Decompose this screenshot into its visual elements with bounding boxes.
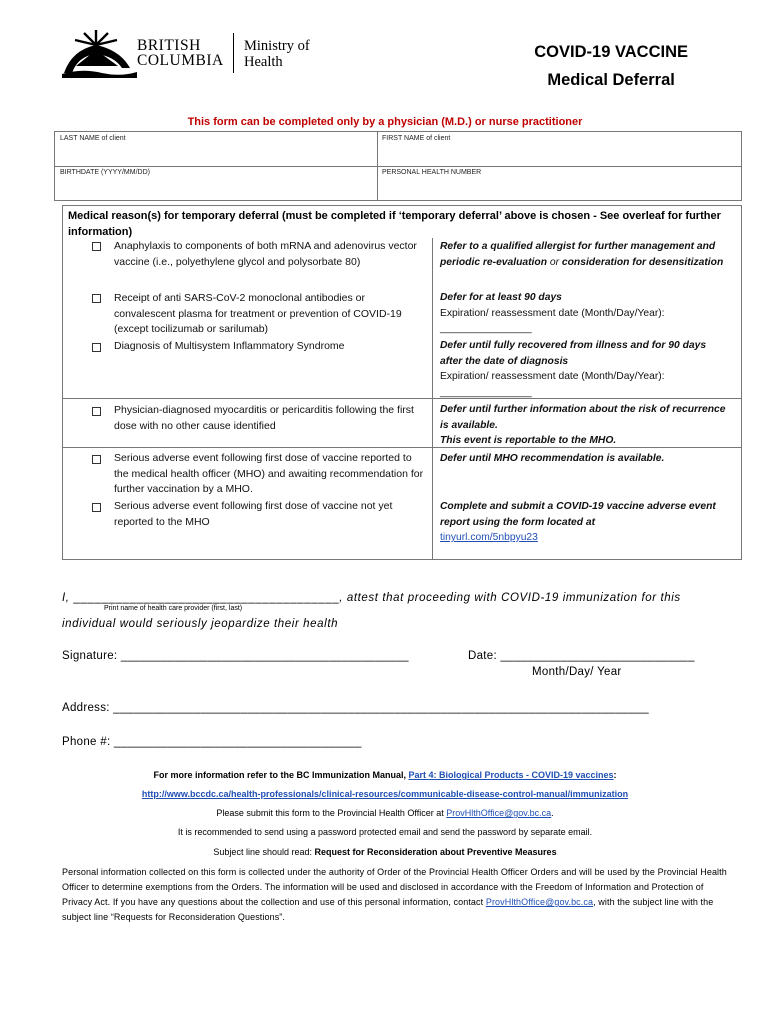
date-format-hint: Month/Day/ Year (532, 666, 622, 678)
checkbox-sae-not-reported[interactable] (92, 503, 101, 512)
date-field[interactable]: Date: _____________________________ (468, 650, 695, 662)
client-info-table (54, 131, 742, 201)
attest-prefix: I, (62, 592, 74, 604)
document-title (534, 38, 688, 94)
privacy-text: Personal information collected on this form is collected under the authority of Order of the Provincial Health Officer Orders and will be used by the Provincial Health Officer to determine exemptions from the Orders. The information will be used and disclosed in accordance with the Freedom of Information and Protection of Privacy Act. If you have any questions about the collection and use of this personal information, contact (62, 867, 727, 907)
reason-myocarditis: Physician-diagnosed myocarditis or pericarditis following the first dose with no other cause identified (114, 404, 414, 432)
expiration-date-field[interactable]: ________________ (440, 323, 532, 334)
submit-note (0, 808, 770, 818)
action-monoclonal (440, 290, 730, 337)
attestation-line2: individual would seriously jeopardize their health (62, 618, 339, 630)
checkbox-monoclonal[interactable] (92, 294, 101, 303)
checkbox-mis[interactable] (92, 343, 101, 352)
attestation-line (62, 590, 681, 606)
privacy-notice (62, 865, 727, 925)
bc-sun-mountain-icon (62, 28, 137, 78)
ministry-line2: Health (244, 54, 283, 70)
submit-prefix: Please submit this form to the Provincial Health Officer at (216, 808, 447, 818)
subject-line: Request for Reconsideration about Preventive Measures (314, 847, 557, 857)
checkbox-myocarditis[interactable] (92, 407, 101, 416)
bc-line-british: BRITISH (137, 37, 201, 54)
action-text: Expiration/ reassessment date (Month/Day/Year): (440, 371, 665, 382)
adverse-event-form-link[interactable]: tinyurl.com/5nbpyu23 (440, 532, 538, 543)
last-name-field[interactable]: LAST NAME of client (60, 135, 126, 142)
privacy-email-link[interactable]: ProvHlthOffice@gov.bc.ca (485, 897, 594, 907)
reasons-heading: Medical reason(s) for temporary deferral (must be completed if ‘temporary deferral’ above is chosen - See overleaf for further information) (68, 210, 721, 238)
password-note: It is recommended to send using a password protected email and send the password by separate email. (177, 827, 593, 837)
submit-suffix: . (551, 808, 554, 818)
logo-divider (233, 33, 234, 73)
reason-mis: Diagnosis of Multisystem Inflammatory Syndrome (114, 340, 345, 352)
address-field[interactable]: Address: ________________________________________________________________________________ (62, 702, 649, 714)
immunization-manual-link[interactable]: Part 4: Biological Products - COVID-19 vaccines (408, 770, 614, 780)
phone-field[interactable]: Phone #: _____________________________________ (62, 736, 362, 748)
action-text: consideration for desensitization (561, 256, 724, 268)
ministry-line1: Ministry of (244, 38, 310, 54)
info-suffix: : (613, 770, 617, 780)
reason-sae-not-reported: Serious adverse event following first dose of vaccine not yet reported to the MHO (114, 500, 393, 528)
info-note (0, 770, 770, 780)
action-text: This event is reportable to the MHO. (440, 435, 617, 446)
attest-suffix: , attest that proceeding with COVID-19 immunization for this (339, 592, 681, 604)
reason-anaphylaxis: Anaphylaxis to components of both mRNA and adenovirus vector vaccine (i.e., polyethylene glycol and polysorbate 80) (114, 240, 417, 268)
action-text: Refer to a qualified allergist for further management and periodic re-evaluation (440, 241, 716, 268)
checkbox-sae-reported[interactable] (92, 455, 101, 464)
provider-name-field[interactable]: ______________________________________ (73, 592, 340, 604)
subject-prefix: Subject line should read: (213, 847, 315, 857)
phn-field[interactable]: PERSONAL HEALTH NUMBER (382, 169, 482, 176)
action-text: Defer until fully recovered from illness and for 90 days after the date of diagnosis (440, 340, 707, 367)
reason-sae-reported: Serious adverse event following first dose of vaccine reported to the medical health officer (MHO) and awaiting recommendation for further vaccination by a MHO. (114, 452, 424, 495)
action-text: Defer until further information about the risk of recurrence is available. (440, 404, 726, 431)
title-line2: Medical Deferral (547, 71, 675, 89)
privacy-end: , with the subject line with the subject line “Requests for Reconsideration Questions”. (62, 897, 714, 922)
ministry-name (244, 38, 310, 70)
subject-note (0, 847, 770, 857)
reason-monoclonal: Receipt of anti SARS-CoV-2 monoclonal antibodies or convalescent plasma for treatment or prevention of COVID-19 (except tocilizumab or sarilumab) (114, 292, 402, 335)
title-line1: COVID-19 VACCINE (534, 43, 688, 61)
first-name-field[interactable]: FIRST NAME of client (382, 135, 451, 142)
action-mis (440, 338, 730, 400)
expiration-date-field[interactable]: ________________ (440, 386, 532, 398)
action-text: Complete and submit a COVID-19 vaccine adverse event report using the form located at (440, 501, 716, 528)
action-anaphylaxis (440, 239, 730, 270)
action-sae-reported: Defer until MHO recommendation is available. (440, 453, 665, 464)
action-text: Expiration/ reassessment date (Month/Day/Year): (440, 307, 665, 319)
action-sae-not-reported (440, 499, 730, 546)
action-text: or (547, 256, 562, 268)
table-divider (55, 166, 741, 167)
pho-email-link[interactable]: ProvHlthOffice@gov.bc.ca (446, 808, 552, 818)
action-myocarditis (440, 402, 730, 449)
birthdate-field[interactable]: BIRTHDATE (YYYY/MM/DD) (60, 169, 150, 176)
signature-field[interactable]: Signature: ___________________________________________ (62, 650, 409, 662)
checkbox-anaphylaxis[interactable] (92, 242, 101, 251)
table-divider (377, 132, 378, 200)
bc-line-columbia: COLUMBIA (137, 52, 224, 69)
bccdc-url-link[interactable]: http://www.bccdc.ca/health-professionals/clinical-resources/communicable-disease-control-manual/immunization (141, 789, 629, 799)
action-text: Defer for at least 90 days (440, 292, 562, 303)
bc-wordmark (137, 38, 224, 68)
print-name-label: Print name of health care provider (first, last) (104, 605, 243, 612)
info-prefix: For more information refer to the BC Immunization Manual, (153, 770, 409, 780)
form-subtitle: This form can be completed only by a physician (M.D.) or nurse practitioner (187, 116, 583, 128)
